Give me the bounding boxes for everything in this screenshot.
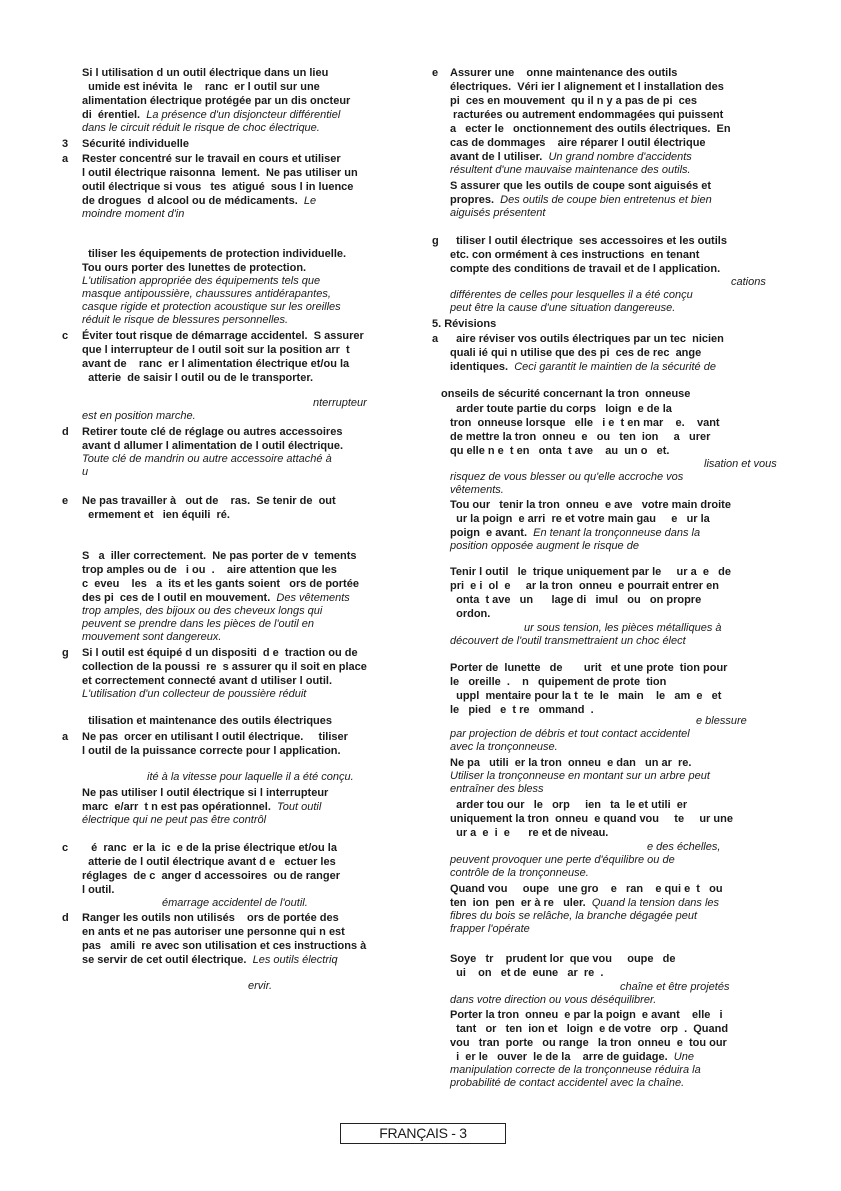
text-line: atterie de saisir l outil ou de le transporter. [82, 372, 314, 384]
text-line: tant or ten ion et loign e de votre orp . Quand [450, 1023, 729, 1035]
section-heading: tilisation et maintenance des outils électriques [82, 715, 333, 727]
text-line: ermement et ien équili ré. [82, 509, 230, 521]
text-line: électriques. Véri ier l alignement et l installation des [450, 81, 724, 93]
text-line: avant d allumer l alimentation de l outil électrique. [82, 440, 344, 452]
text-line: outil électrique si vous tes atigué sous l in luence [82, 181, 354, 193]
text-line: racturées ou autrement endommagées qui puissent [450, 109, 724, 121]
text-line [82, 592, 350, 605]
italic-text: Tout outil [277, 801, 322, 813]
bold-text: propres. [450, 194, 495, 206]
text-line: casque rigide et protection acoustique sur les oreilles [82, 301, 341, 313]
section-heading: Sécurité individuelle [82, 138, 189, 150]
text-line: aiguisés présentent [450, 207, 546, 219]
text-line: trop amples ou de i ou . aire attention que les [82, 564, 337, 576]
text-line: pri e i ol e ar la tron onneu e pourrait entrer en [450, 580, 719, 592]
item-label: c [62, 330, 69, 342]
text-line: réduit le risque de blessures personnelles. [82, 314, 289, 326]
italic-text: Des vêtements [276, 592, 350, 604]
text-line: peuvent provoquer une perte d'équilibre ou de [450, 854, 675, 866]
italic-text: La présence d'un disjoncteur différentiel [146, 109, 341, 121]
text-line: en ants et ne pas autoriser une personne qui n est [82, 926, 345, 938]
italic-text: Les outils électriq [252, 954, 338, 966]
text-line: arder toute partie du corps loign e de la [450, 403, 672, 415]
text-line: Utiliser la tronçonneuse en montant sur un arbre peut [450, 770, 710, 782]
text-line: position opposée augment le risque de [450, 540, 639, 552]
text-line: cations [731, 276, 766, 288]
item-label: g [432, 235, 439, 247]
text-line: par projection de débris et tout contact accidentel [450, 728, 690, 740]
bold-text: ten ion pen er à re uler. [450, 897, 586, 909]
text-line: risquez de vous blesser ou qu'elle accroche vos [450, 471, 684, 483]
italic-text: Quand la tension dans les [591, 897, 720, 909]
text-line: Ranger les outils non utilisés ors de portée des [82, 912, 339, 924]
text-line [450, 897, 719, 910]
text-line: etc. con ormément à ces instructions en tenant [450, 249, 700, 261]
text-line: Soye tr prudent lor que vou oupe de [450, 953, 676, 965]
text-line: dans le circuit réduit le risque de choc électrique. [82, 122, 320, 134]
bold-text: des pi ces de l outil en mouvement. [82, 592, 271, 604]
text-line: et correctement connecté avant d utiliser l outil. [82, 675, 333, 687]
text-line [82, 109, 340, 122]
text-line: le pied e t re ommand . [450, 704, 594, 716]
page-footer-label: FRANÇAIS - 3 [340, 1123, 506, 1144]
text-line: l outil de la puissance correcte pour l application. [82, 745, 341, 757]
text-line: Porter la tron onneu e par la poign e avant elle i [450, 1009, 723, 1021]
italic-text: Des outils de coupe bien entretenus et bien [500, 194, 712, 206]
text-line: cas de dommages aire réparer l outil électrique [450, 137, 706, 149]
text-line: umide est inévita le ranc er l outil sur une [82, 81, 320, 93]
text-line: pas amili re avec son utilisation et ces instructions à [82, 940, 367, 952]
item-label: g [62, 647, 69, 659]
text-line: aire réviser vos outils électriques par un tec nicien [450, 333, 724, 345]
bold-text: de drogues d alcool ou de médicaments. [82, 195, 298, 207]
text-line: est en position marche. [82, 410, 196, 422]
text-line: manipulation correcte de la tronçonneuse réduira la [450, 1064, 701, 1076]
text-line: u [82, 466, 89, 478]
text-line: e des échelles, [647, 841, 721, 853]
text-line: onta t ave un lage di imul ou on propre [450, 594, 702, 606]
text-line: compte des conditions de travail et de l application. [450, 263, 721, 275]
section-heading: onseils de sécurité concernant la tron onneuse [441, 388, 691, 400]
text-line: collection de la poussi re s assurer qu il soit en place [82, 661, 367, 673]
text-line: réglages de c anger d accessoires ou de ranger [82, 870, 341, 882]
bold-text: identiques. [450, 361, 509, 373]
text-line: nterrupteur [313, 397, 367, 409]
bold-text: se servir de cet outil électrique. [82, 954, 247, 966]
text-line: Assurer une onne maintenance des outils [450, 67, 678, 79]
text-line: ité à la vitesse pour laquelle il a été conçu. [147, 771, 354, 783]
text-line: de mettre la tron onneu e ou ten ion a urer [450, 431, 711, 443]
italic-text: Un grand nombre d'accidents [548, 151, 692, 163]
item-label: a [62, 731, 69, 743]
italic-text: Une [673, 1051, 694, 1063]
text-line: tiliser les équipements de protection individuelle. [82, 248, 347, 260]
text-line: mouvement sont dangereux. [82, 631, 222, 643]
text-line: Tou ours porter des lunettes de protection. [82, 262, 307, 274]
text-line: pi ces en mouvement qu il n y a pas de pi ces [450, 95, 697, 107]
text-line: trop amples, des bijoux ou des cheveux longs qui [82, 605, 323, 617]
text-line: Tenir l outil le trique uniquement par le ur a e de [450, 566, 731, 578]
text-line: S assurer que les outils de coupe sont aiguisés et [450, 180, 712, 192]
item-label: c [62, 842, 69, 854]
text-line: contrôle de la tronçonneuse. [450, 867, 589, 879]
text-line: frapper l'opérate [450, 923, 530, 935]
item-label: a [432, 333, 439, 345]
text-line [450, 151, 692, 164]
text-line: e blessure [696, 715, 747, 727]
text-line: vêtements. [450, 484, 504, 496]
text-line: atterie de l outil électrique avant d e ectuer les [82, 856, 336, 868]
text-line: L'utilisation d'un collecteur de poussière réduit [82, 688, 307, 700]
text-line: qu elle n e t en onta t ave au un o et. [450, 445, 670, 457]
item-label: d [62, 426, 69, 438]
text-line: le oreille . n quipement de prote tion [450, 676, 667, 688]
text-line: uniquement la tron onneu e quand vou te ur une [450, 813, 733, 825]
text-line: é ranc er la ic e de la prise électrique et/ou la [82, 842, 337, 854]
text-line: entraîner des bless [450, 783, 544, 795]
bold-text: marc e/arr t n est pas opérationnel. [82, 801, 271, 813]
text-line: Tou our tenir la tron onneu e ave votre main droite [450, 499, 731, 511]
text-line: résultent d'une mauvaise maintenance des outils. [450, 164, 691, 176]
text-line [450, 194, 712, 207]
text-line: arder tou our le orp ien ta le et utili er [450, 799, 688, 811]
text-line: ur a e i e re et de niveau. [450, 827, 609, 839]
bold-text: i er le ouver le de la arre de guidage. [450, 1051, 668, 1063]
text-line: probabilité de contact accidentel avec la chaîne. [450, 1077, 685, 1089]
text-line: uppl mentaire pour la t te le main le am e et [450, 690, 722, 702]
text-line: ur la poign e arri re et votre main gau e ur la [450, 513, 710, 525]
text-line: moindre moment d'in [82, 208, 185, 220]
text-line: différentes de celles pour lesquelles il a été conçu [450, 289, 693, 301]
text-line: Si l outil est équipé d un dispositi d e traction ou de [82, 647, 358, 659]
text-line: a ecter le onctionnement des outils électriques. En [450, 123, 731, 135]
text-line: Ne pas travailler à out de ras. Se tenir de out [82, 495, 336, 507]
text-line: avec la tronçonneuse. [450, 741, 558, 753]
text-line [450, 527, 700, 540]
text-line: Retirer toute clé de réglage ou autres accessoires [82, 426, 343, 438]
text-line: quali ié qui n utilise que des pi ces de rec ange [450, 347, 702, 359]
text-line [82, 954, 338, 967]
text-line [82, 195, 316, 208]
text-line: que l interrupteur de l outil soit sur la position arr t [82, 344, 350, 356]
item-label: e [62, 495, 69, 507]
text-line [450, 361, 716, 374]
text-line: tiliser l outil électrique ses accessoires et les outils [450, 235, 727, 247]
bold-text: avant de l utiliser. [450, 151, 543, 163]
bold-text: poign e avant. [450, 527, 528, 539]
text-line: ur sous tension, les pièces métalliques à [524, 622, 722, 634]
text-line: masque antipoussière, chaussures antidérapantes, [82, 288, 331, 300]
section-heading: 5. Révisions [432, 318, 497, 330]
text-line: Porter de lunette de urit et une prote tion pour [450, 662, 728, 674]
text-line: Toute clé de mandrin ou autre accessoire attaché à [82, 453, 332, 465]
text-line: ervir. [248, 980, 273, 992]
text-line [82, 801, 321, 814]
text-line: Ne pas utiliser l outil électrique si l interrupteur [82, 787, 329, 799]
text-line: dans votre direction ou vous déséquilibrer. [450, 994, 657, 1006]
text-line: Éviter tout risque de démarrage accidentel. S assurer [82, 330, 364, 342]
item-label: d [62, 912, 69, 924]
text-line: lisation et vous [704, 458, 777, 470]
text-line: émarrage accidentel de l'outil. [162, 897, 308, 909]
text-line [450, 1051, 694, 1064]
text-line: S a iller correctement. Ne pas porter de v tements [82, 550, 357, 562]
item-label: e [432, 67, 439, 79]
text-line: peut être la cause d'une situation dangereuse. [450, 302, 676, 314]
text-line: avant de ranc er l alimentation électrique et/ou la [82, 358, 350, 370]
text-line: Ne pa utili er la tron onneu e dan un ar re. [450, 757, 692, 769]
italic-text: Le [303, 195, 317, 207]
text-line: ordon. [450, 608, 491, 620]
text-line: ui on et de eune ar re . [450, 967, 604, 979]
text-line: l outil. [82, 884, 115, 896]
text-line: c eveu les a its et les gants soient ors de portée [82, 578, 359, 590]
text-line: vou tran porte ou range la tron onneu e tou our [450, 1037, 727, 1049]
text-line: chaîne et être projetés [620, 981, 730, 993]
text-line: découvert de l'outil transmettraient un choc élect [450, 635, 686, 647]
text-line: L'utilisation appropriée des équipements tels que [82, 275, 321, 287]
text-line: alimentation électrique protégée par un dis oncteur [82, 95, 351, 107]
text-line: Ne pas orcer en utilisant l outil électrique. tiliser [82, 731, 348, 743]
italic-text: En tenant la tronçonneuse dans la [533, 527, 701, 539]
text-line: Rester concentré sur le travail en cours et utiliser [82, 153, 341, 165]
italic-text: Ceci garantit le maintien de la sécurité de [514, 361, 716, 373]
bold-text: di érentiel. [82, 109, 141, 121]
text-line: fibres du bois se relâche, la branche dégagée peut [450, 910, 698, 922]
text-line: Quand vou oupe une gro e ran e qui e t ou [450, 883, 723, 895]
item-label: a [62, 153, 69, 165]
text-line: tron onneuse lorsque elle i e t en mar e. vant [450, 417, 720, 429]
text-line: électrique qui ne peut pas être contrôl [82, 814, 267, 826]
text-line: Si l utilisation d un outil électrique dans un lieu [82, 67, 329, 79]
text-line: peuvent se prendre dans les pièces de l'outil en [82, 618, 315, 630]
section-number: 3 [62, 138, 69, 150]
text-line: l outil électrique raisonna lement. Ne pas utiliser un [82, 167, 358, 179]
